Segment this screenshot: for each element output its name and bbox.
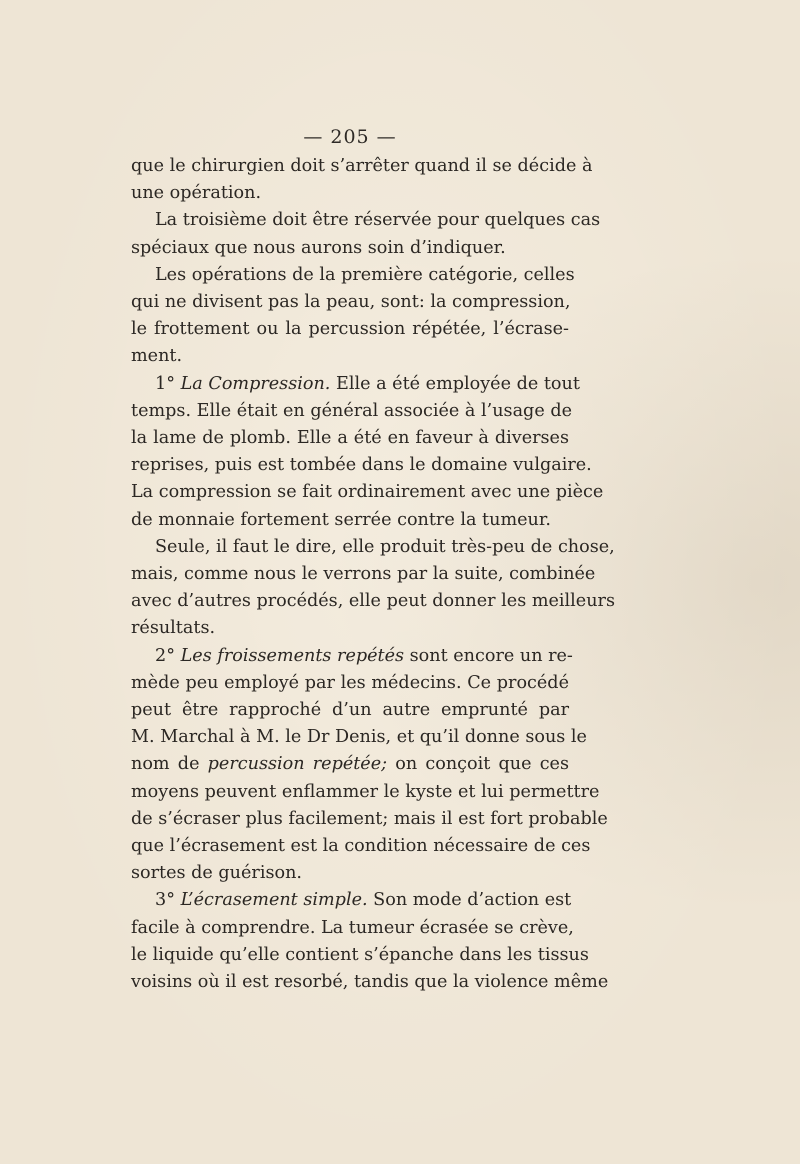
text-line xyxy=(131,833,591,860)
line-text: une opération. xyxy=(131,183,262,204)
italic-heading: La Compression. xyxy=(180,373,331,394)
line-text: de monnaie fortement serrée contre la tumeur. xyxy=(131,509,551,530)
line-text: Les opérations de la première catégorie, celles xyxy=(155,264,575,285)
text-line xyxy=(131,697,569,724)
line-text: M. Marchal à M. le Dr Denis, et qu’il donne sous le xyxy=(131,727,587,748)
line-text: que le chirurgien doit s’arrêter quand il se décide à xyxy=(131,156,593,176)
text-line xyxy=(131,479,604,506)
text-line xyxy=(131,615,569,642)
text-line xyxy=(131,289,569,316)
text-line xyxy=(131,670,569,697)
text-line xyxy=(131,507,569,534)
text-line xyxy=(131,452,592,479)
text-line xyxy=(131,588,615,615)
line-suffix: Elle a été employée de tout xyxy=(330,373,580,394)
line-text: La troisième doit être réservée pour quelques cas xyxy=(155,210,601,231)
italic-heading: percussion repétée; xyxy=(207,754,388,775)
line-text: ment. xyxy=(131,346,183,367)
line-text: le frottement ou la percussion répétée, l’écrase- xyxy=(131,319,569,340)
text-line xyxy=(131,534,615,561)
line-text: qui ne divisent pas la peau, sont: la compression, xyxy=(131,292,571,313)
body-text xyxy=(131,153,615,996)
line-text: facile à comprendre. La tumeur écrasée se crève, xyxy=(131,917,574,938)
line-prefix: 1° xyxy=(155,373,181,394)
line-text: résultats. xyxy=(131,618,216,639)
text-line xyxy=(131,561,596,588)
line-text: Seule, il faut le dire, elle produit très-peu de chose, xyxy=(155,536,615,557)
line-text: peut être rapproché d’un autre emprunté par xyxy=(131,700,569,721)
line-prefix: nom de xyxy=(131,754,208,775)
line-text: voisins où il est resorbé, tandis que la violence même xyxy=(131,972,609,993)
line-suffix: sont encore un re- xyxy=(404,645,573,666)
italic-heading: Les froissements repétés xyxy=(180,645,405,666)
text-line xyxy=(131,207,601,234)
line-text: que l’écrasement est la condition nécessaire de ces xyxy=(131,836,591,857)
line-text: mais, comme nous le verrons par la suite, combinée xyxy=(131,564,596,585)
text-line xyxy=(131,643,573,670)
line-text: temps. Elle était en général associée à l’usage de xyxy=(131,400,573,421)
text-line xyxy=(131,724,587,751)
text-line xyxy=(131,887,572,914)
text-line xyxy=(131,779,600,806)
text-line xyxy=(131,915,574,942)
line-text: avec d’autres procédés, elle peut donner les meilleurs xyxy=(131,591,615,612)
line-text: sortes de guérison. xyxy=(131,863,302,884)
line-text: spéciaux que nous aurons soin d’indiquer. xyxy=(131,237,506,258)
text-line xyxy=(131,371,580,398)
text-line xyxy=(131,235,569,262)
line-text: la lame de plomb. Elle a été en faveur à diverses xyxy=(131,428,569,449)
line-text: de s’écraser plus facilement; mais il est fort probable xyxy=(131,808,608,829)
line-prefix: 2° xyxy=(155,645,181,666)
line-text: moyens peuvent enflammer le kyste et lui permettre xyxy=(131,781,600,802)
line-suffix: Son mode d’action est xyxy=(367,890,572,911)
text-line xyxy=(131,860,569,887)
line-text: le liquide qu’elle contient s’épanche dans les tissus xyxy=(131,944,589,965)
text-line xyxy=(131,425,569,452)
text-line xyxy=(131,942,589,969)
text-line xyxy=(131,316,569,343)
text-line xyxy=(131,806,608,833)
line-text: mède peu employé par les médecins. Ce procédé xyxy=(131,672,569,693)
line-text: reprises, puis est tombée dans le domaine vulgaire. xyxy=(131,455,592,476)
text-line xyxy=(131,262,575,289)
text-line xyxy=(131,398,573,425)
page-number: — 205 — xyxy=(303,126,397,148)
text-line xyxy=(131,180,569,207)
line-prefix: 3° xyxy=(155,890,181,911)
text-line xyxy=(131,969,609,996)
line-suffix: on conçoit que ces xyxy=(387,754,570,775)
italic-heading: L’écrasement simple. xyxy=(180,890,368,911)
text-line xyxy=(131,153,593,180)
text-line xyxy=(131,343,569,370)
line-text: La compression se fait ordinairement avec une pièce xyxy=(131,482,604,503)
text-line xyxy=(131,751,569,778)
